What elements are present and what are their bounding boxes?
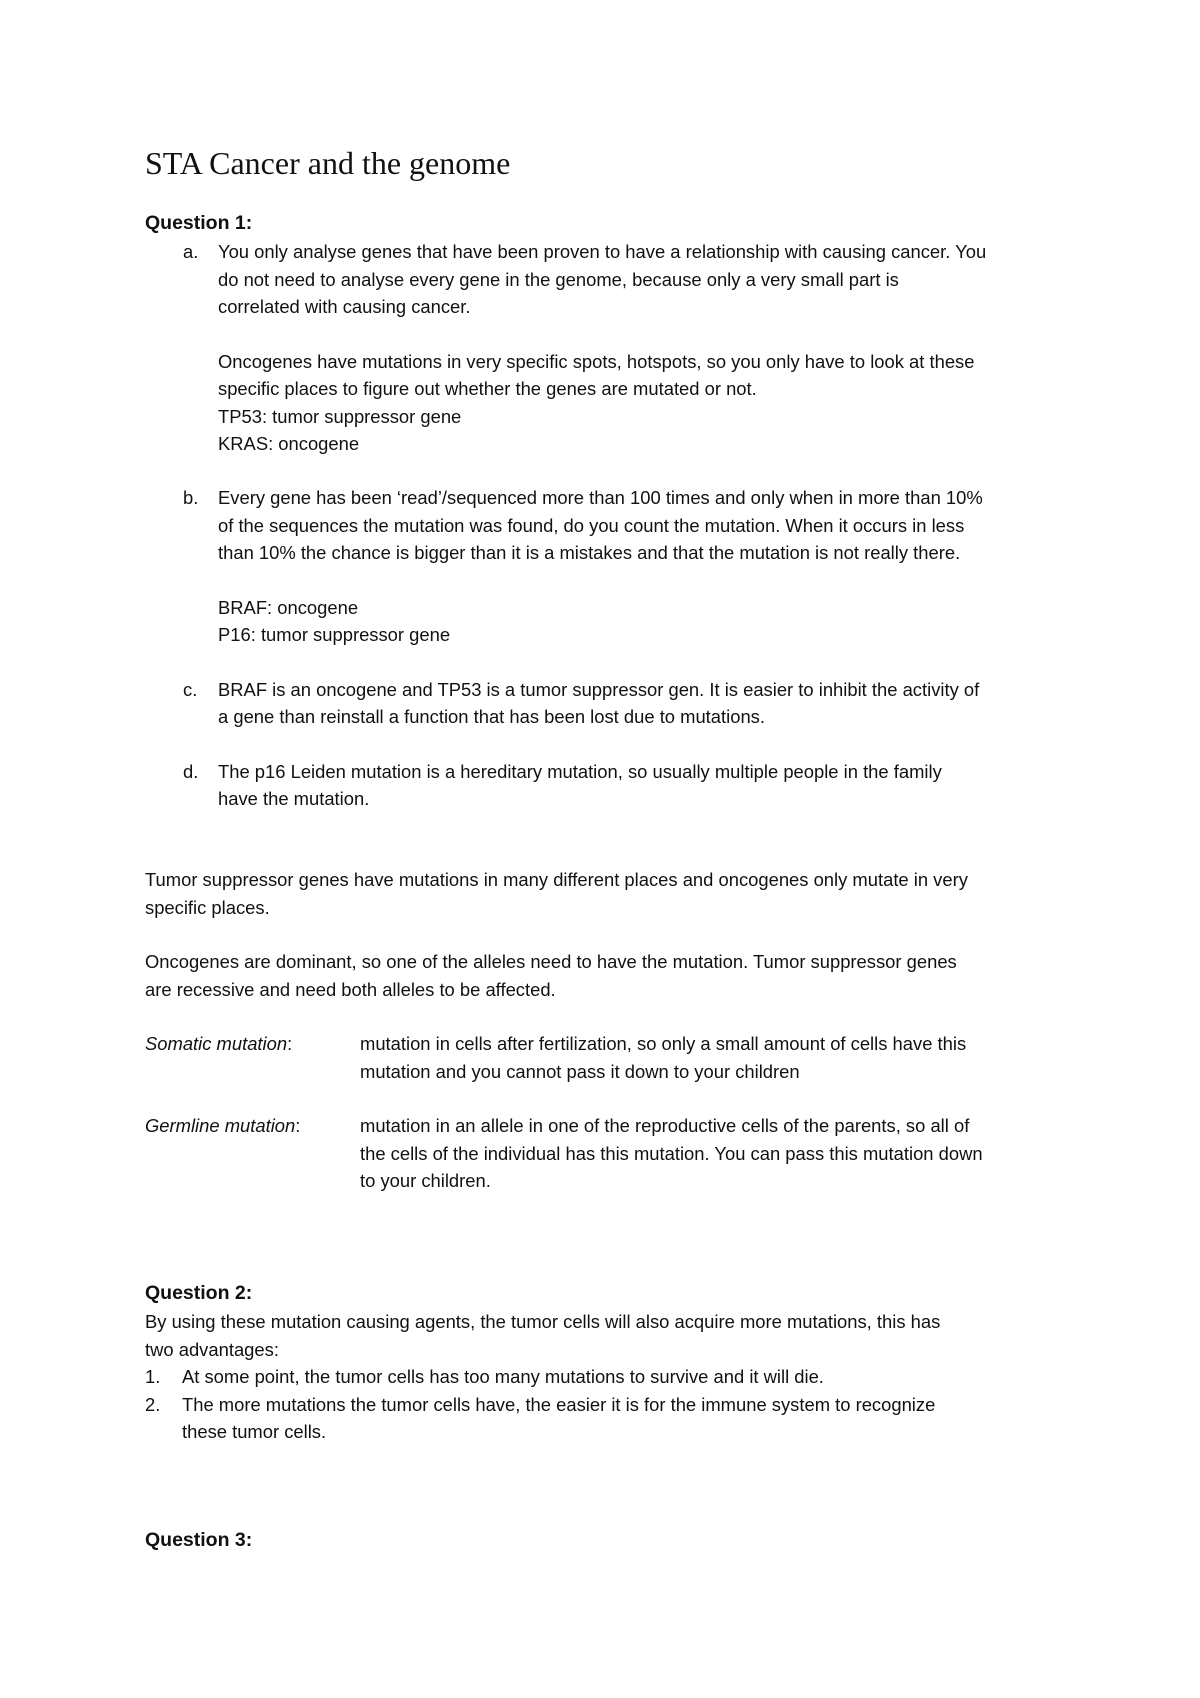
question-2-intro-line: By using these mutation causing agents, the tumor cells will also acquire more mutations, this has (145, 1311, 941, 1332)
item-b-extra-line: P16: tumor suppressor gene (218, 624, 451, 645)
item-a-extra-line: specific places to figure out whether the genes are mutated or not. (218, 378, 757, 399)
list-item: At some point, the tumor cells has too many mutations to survive and it will die. (182, 1366, 824, 1387)
item-b-line: of the sequences the mutation was found, do you count the mutation. When it occurs in less (218, 514, 965, 536)
somatic-mutation-definition: mutation and you cannot pass it down to your children (360, 1060, 800, 1082)
question-2-heading: Question 2: (145, 1282, 253, 1304)
germline-mutation-term: Germline mutation: (145, 1115, 301, 1136)
item-c-line: a gene than reinstall a function that has been lost due to mutations. (218, 706, 765, 727)
item-a-line: do not need to analyse every gene in the genome, because only a very small part is (218, 268, 899, 290)
note-paragraph-line: specific places. (145, 896, 270, 918)
item-c-line: BRAF is an oncogene and TP53 is a tumor suppressor gen. It is easier to inhibit the activity of (218, 678, 980, 700)
germline-mutation-definition: to your children. (360, 1170, 491, 1191)
somatic-mutation-term: Somatic mutation: (145, 1033, 293, 1054)
item-c-marker: c. (183, 678, 198, 700)
note-paragraph-line: Tumor suppressor genes have mutations in many different places and oncogenes only mutate in very (145, 869, 968, 890)
question-1-heading: Question 1: (145, 212, 253, 234)
question-2-intro-line: two advantages: (145, 1338, 279, 1360)
document-title: STA Cancer and the genome (145, 145, 511, 181)
item-b-marker: b. (183, 487, 199, 508)
list-item-marker: 1. (145, 1366, 161, 1387)
note-paragraph-line: are recessive and need both alleles to be affected. (145, 978, 556, 1000)
item-a-line: You only analyse genes that have been proven to have a relationship with causing cancer. You (218, 241, 987, 262)
question-3-heading: Question 3: (145, 1529, 253, 1551)
item-b-extra-line: BRAF: oncogene (218, 596, 359, 618)
note-paragraph-line: Oncogenes are dominant, so one of the alleles need to have the mutation. Tumor suppressor genes (145, 951, 957, 972)
item-a-extra-line: KRAS: oncogene (218, 433, 360, 454)
germline-mutation-definition: mutation in an allele in one of the reproductive cells of the parents, so all of (360, 1115, 970, 1136)
item-d-line: The p16 Leiden mutation is a hereditary mutation, so usually multiple people in the family (218, 760, 942, 782)
item-d-marker: d. (183, 760, 199, 782)
item-b-line: Every gene has been ‘read’/sequenced more than 100 times and only when in more than 10% (218, 487, 983, 508)
item-a-extra-line: TP53: tumor suppressor gene (218, 405, 462, 427)
item-a-marker: a. (183, 241, 199, 262)
item-d-line: have the mutation. (218, 788, 370, 809)
somatic-mutation-definition: mutation in cells after fertilization, so only a small amount of cells have this (360, 1033, 967, 1054)
germline-mutation-definition: the cells of the individual has this mutation. You can pass this mutation down (360, 1142, 983, 1164)
list-item: these tumor cells. (182, 1421, 327, 1442)
item-a-extra-line: Oncogenes have mutations in very specific spots, hotspots, so you only have to look at these (218, 350, 975, 372)
item-a-line: correlated with causing cancer. (218, 296, 471, 317)
list-item: The more mutations the tumor cells have, the easier it is for the immune system to recognize (182, 1393, 936, 1415)
list-item-marker: 2. (145, 1393, 161, 1415)
item-b-line: than 10% the chance is bigger than it is a mistakes and that the mutation is not really there. (218, 542, 961, 563)
